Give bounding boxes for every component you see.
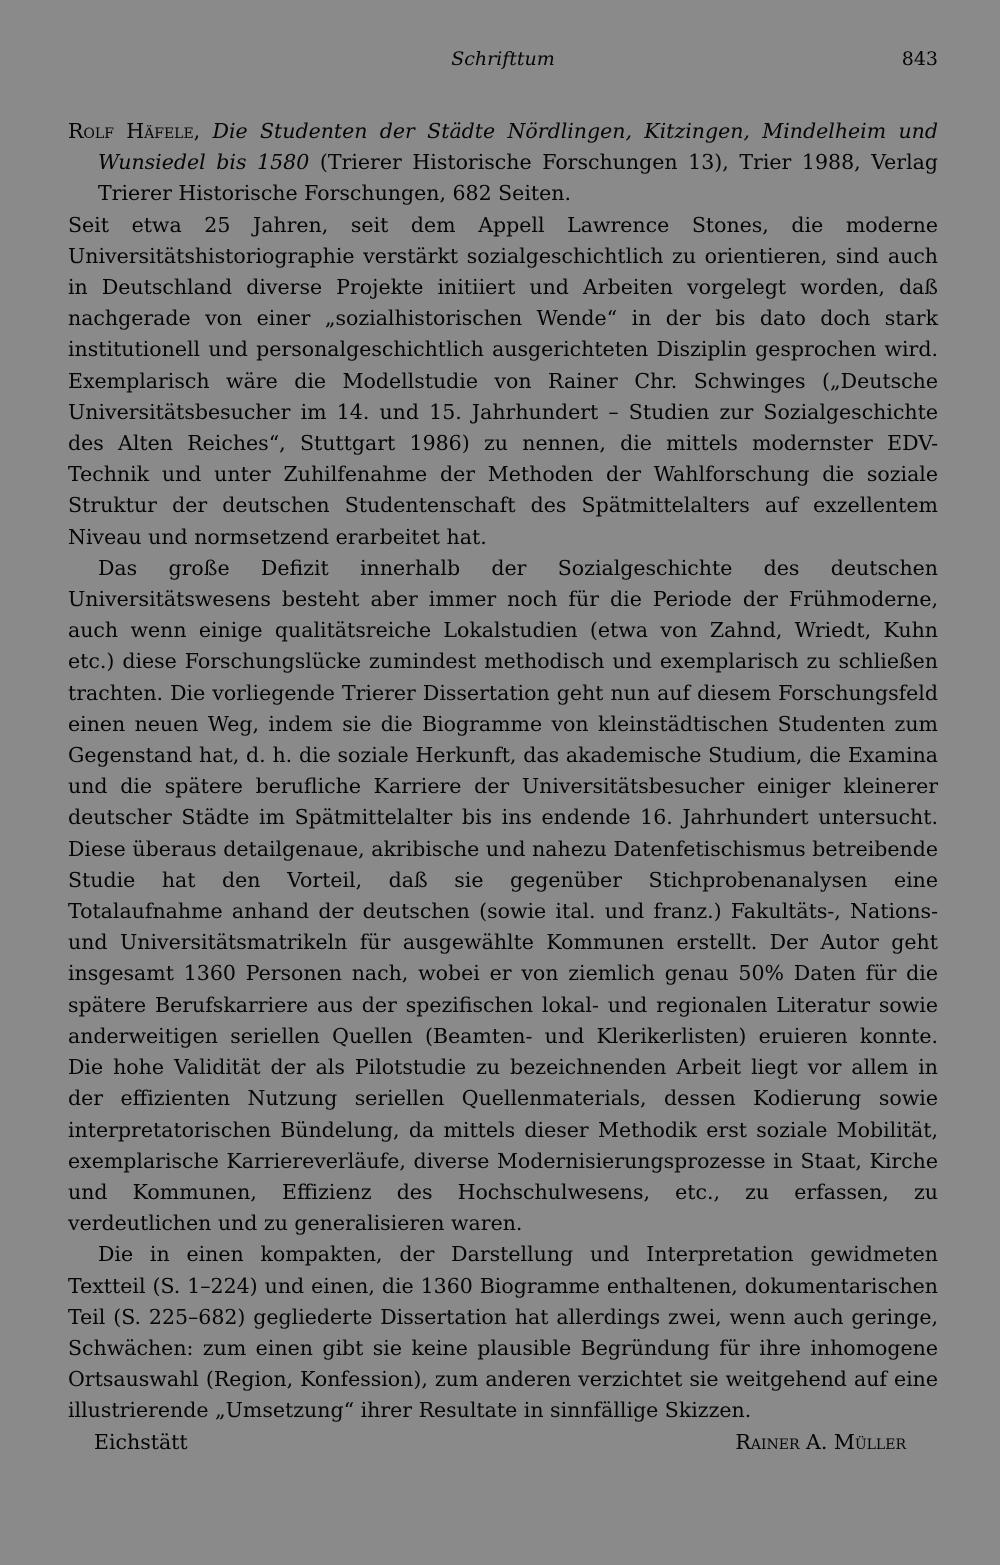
review-paragraph-2: Das große Defizit innerhalb der Sozialgeschichte des deutschen Universitätswesens besteht aber immer noch für die Periode der Frühmoderne, auch wenn einige qualitätsreiche Lokalstudien (etwa von Zahnd, Wriedt, Kuhn etc.) diese Forschungslücke zumindest methodisch und exemplarisch zu schließen trachten. Die vorliegende Trierer Dissertation geht nun auf diesem Forschungsfeld einen neuen Weg, indem sie die Biogramme von kleinstädtischen Studenten zum Gegenstand hat, d. h. die soziale Herkunft, das akademische Studium, die Examina und die spätere berufliche Karriere der Universitätsbesucher einiger kleinerer deutscher Städte im Spätmittelalter bis ins endende 16. Jahrhundert untersucht. Diese überaus detailgenaue, akribische und nahezu Datenfetischismus betreibende Studie hat den Vorteil, daß sie gegenüber Stichprobenanalysen eine Totalaufnahme anhand der deutschen (sowie ital. und franz.) Fakultäts-, Nations- und Universitätsmatrikeln für ausgewählte Kommunen erstellt. Der Autor geht insgesamt 1360 Personen nach, wobei er von ziemlich genau 50% Daten für die spätere Berufskarriere aus der spezifischen lokal- und regionalen Literatur sowie anderweitigen seriellen Quellen (Beamten- und Klerikerlisten) eruieren konnte. Die hohe Validität der als Pilotstudie zu bezeichnenden Arbeit liegt vor allem in der effizienten Nutzung seriellen Quellenmaterials, dessen Kodierung sowie interpretatorischen Bündelung, da mittels dieser Methodik erst soziale Mobilität, exemplarische Karriereverläufe, diverse Modernisierungsprozesse in Staat, Kirche und Kommunen, Effizienz des Hochschulwesens, etc., zu erfassen, zu verdeutlichen und zu generalisieren waren. xyxy=(68,555,938,1236)
book-details: (Trierer Historische Forschungen 13), Trier 1988, Verlag Trierer Historische Forschungen, 682 Seiten. xyxy=(98,150,938,206)
book-author: Rolf Häfele, xyxy=(68,119,201,143)
book-title: Die Studenten der Städte Nördlingen, Kitzingen, Mindelheim und Wunsiedel bis 1580 xyxy=(98,119,938,175)
running-head-title: Schrifttum xyxy=(451,48,555,70)
running-head xyxy=(68,44,938,84)
page-number: 843 xyxy=(901,48,938,70)
bibliographic-entry xyxy=(68,116,938,210)
review-paragraph-3: Die in einen kompakten, der Darstellung und Interpretation gewidmeten Textteil (S. 1–224) und einen, die 1360 Biogramme enthaltenen, dokumentarischen Teil (S. 225–682) gegliederte Dissertation hat allerdings zwei, wenn auch geringe, Schwächen: zum einen gibt sie keine plausible Begründung für ihre inhomogene Ortsauswahl (Region, Konfession), zum anderen verzichtet sie weitgehend auf eine illustrierende „Umsetzung“ ihrer Resultate in sinnfällige Skizzen. xyxy=(68,1242,938,1423)
reviewer-name: Rainer A. Müller xyxy=(735,1429,906,1454)
review-paragraph-1: Seit etwa 25 Jahren, seit dem Appell Lawrence Stones, die moderne Universitätshistoriographie verstärkt sozialgeschichtlich zu orientieren, sind auch in Deutschland diverse Projekte initiiert und Arbeiten vorgelegt worden, daß nachgerade von einer „sozialhistorischen Wende“ in der bis dato doch stark institutionell und personalgeschichtlich ausgerichteten Disziplin gesprochen wird. Exemplarisch wäre die Modellstudie von Rainer Chr. Schwinges („Deutsche Universitätsbesucher im 14. und 15. Jahrhundert – Studien zur Sozialgeschichte des Alten Reiches“, Stuttgart 1986) zu nennen, die mittels modernster EDV-Technik und unter Zuhilfenahme der Methoden der Wahlforschung die soziale Struktur der deutschen Studentenschaft des Spätmittelalters auf exzellentem Niveau und normsetzend erarbeitet hat. xyxy=(68,212,938,549)
signature-place: Eichstätt xyxy=(94,1429,188,1454)
review-page xyxy=(68,44,938,1459)
signature-line xyxy=(68,1427,938,1459)
